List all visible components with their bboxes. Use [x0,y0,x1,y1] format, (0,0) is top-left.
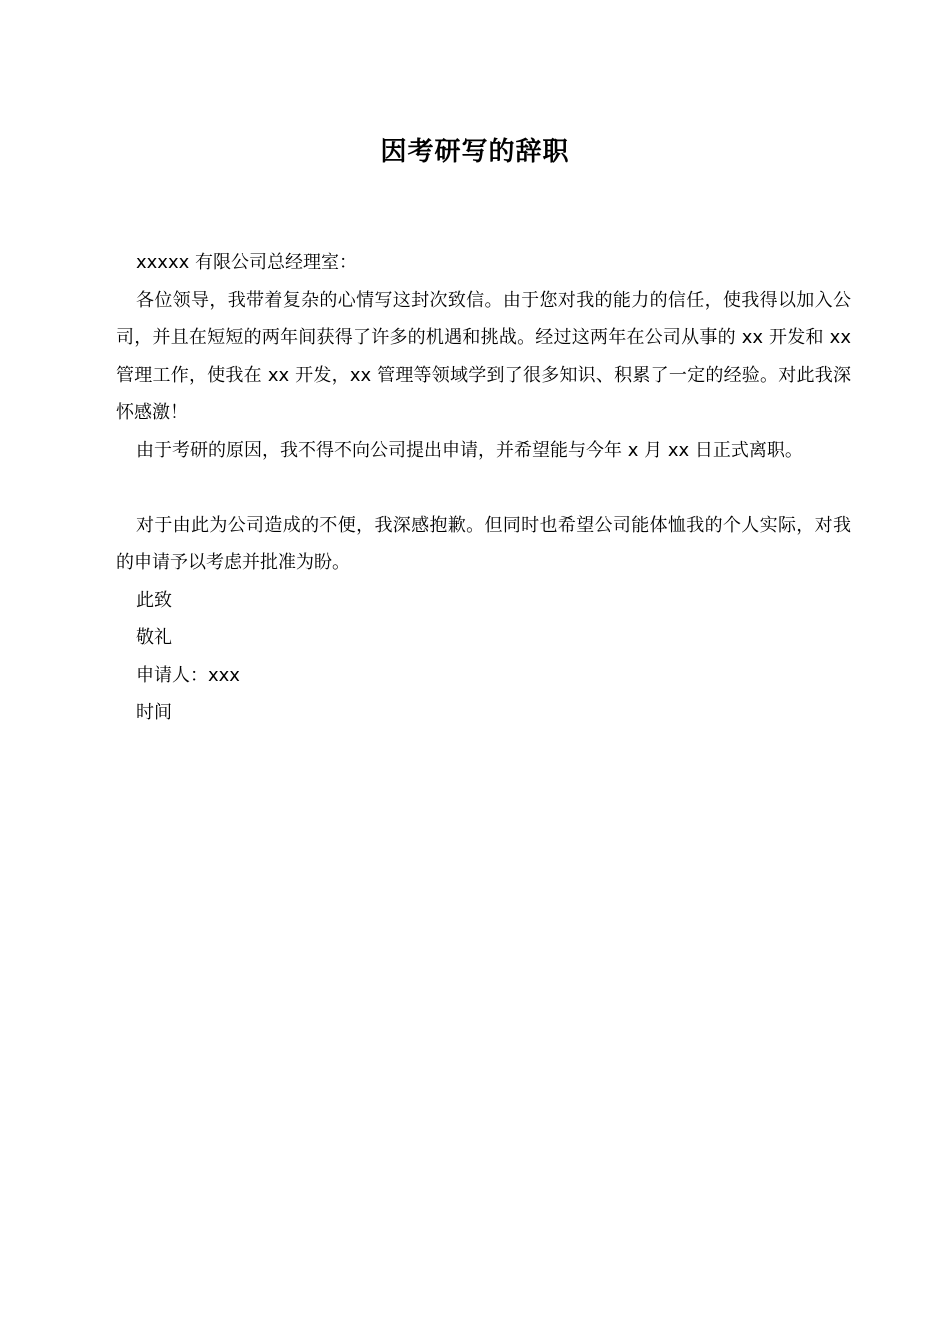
paragraph-apology: 对于由此为公司造成的不便，我深感抱歉。但同时也希望公司能体恤我的个人实际，对我的申请予以考虑并批准为盼。 [116,514,851,573]
paragraph-reason: 由于考研的原因，我不得不向公司提出申请，并希望能与今年 x 月 xx 日正式离职。 [136,439,803,461]
paragraph-gratitude: 各位领导，我带着复杂的心情写这封次致信。由于您对我的能力的信任，使我得以加入公司，并且在短短的两年间获得了许多的机遇和挑战。经过这两年在公司从事的 xx 开发和 xx 管理工作，使我在 xx 开发，xx 管理等领域学到了很多知识、积累了一定的经验。对此我深怀感激！ [116,289,851,423]
letter-body [116,244,851,732]
applicant-line: 申请人：xxx [136,664,240,686]
document-title: 因考研写的辞职 [380,137,570,167]
closing-jing-li: 敬礼 [136,627,172,648]
date-line: 时间 [136,702,172,723]
blank-line [116,469,851,507]
closing-ci-zhi: 此致 [136,589,172,611]
salutation: xxxxx 有限公司总经理室： [136,252,357,273]
